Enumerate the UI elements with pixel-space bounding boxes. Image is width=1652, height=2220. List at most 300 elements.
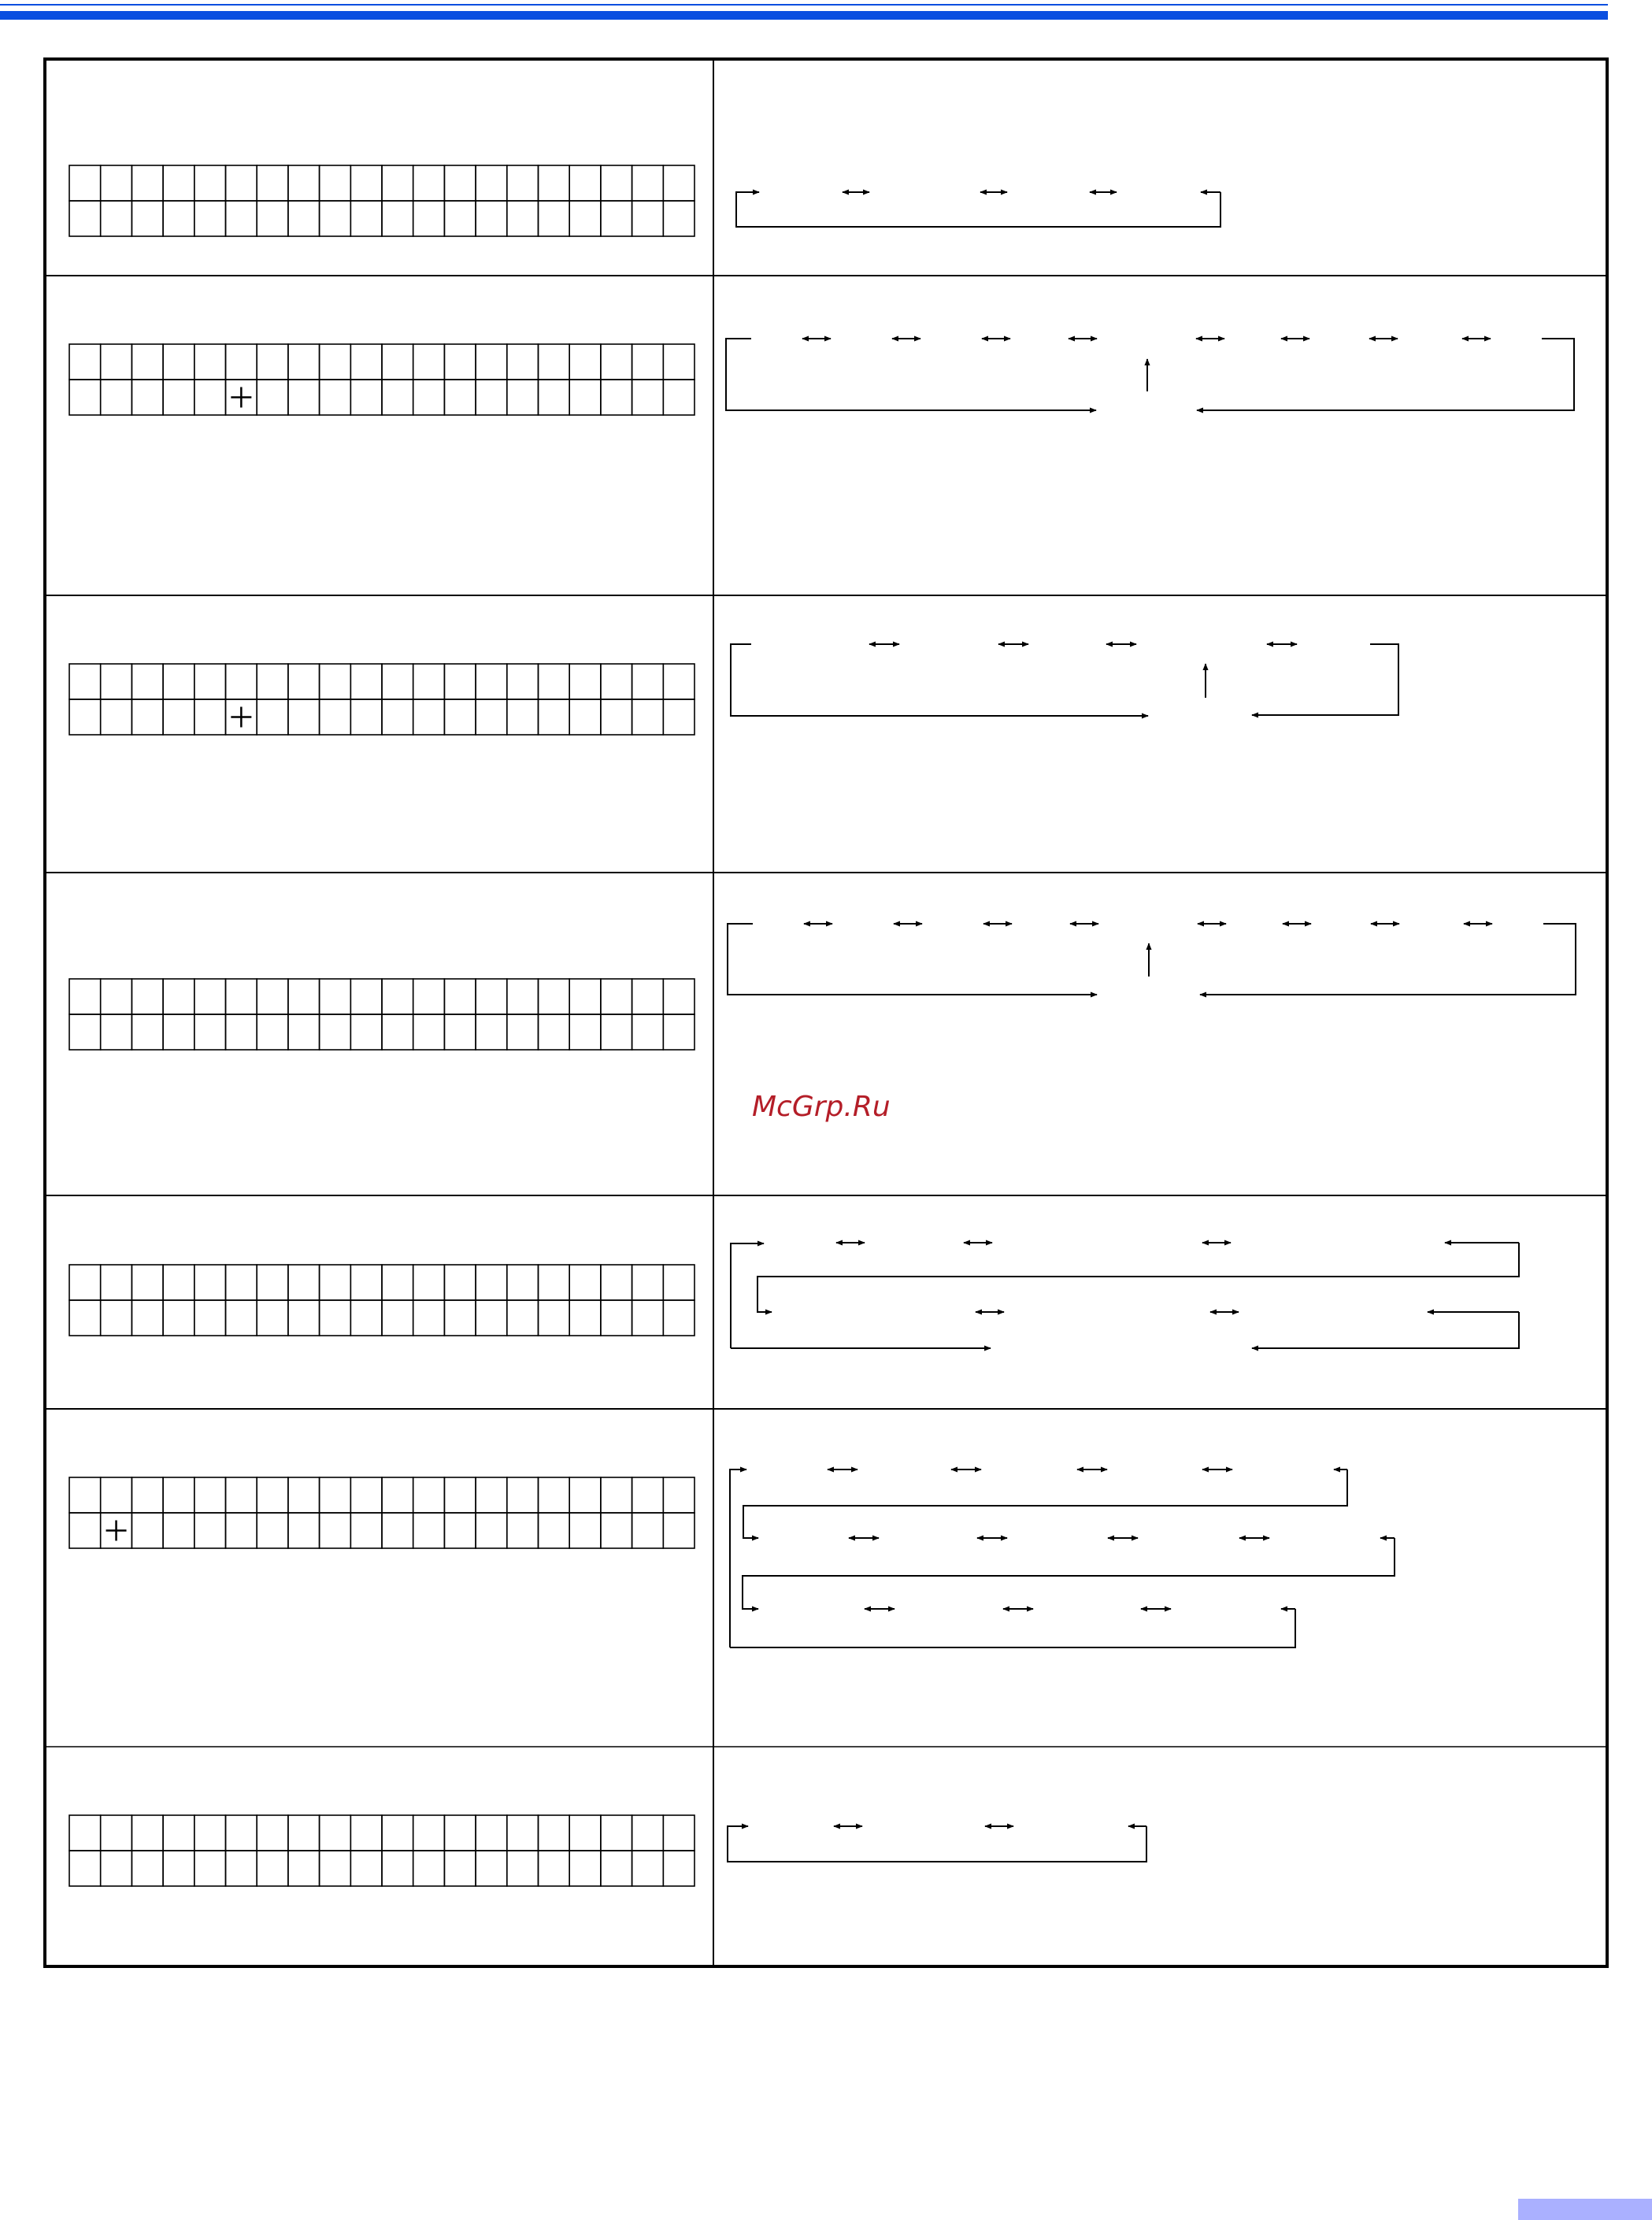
lcd-cell [444, 664, 476, 699]
lcd-cell [444, 979, 476, 1014]
lcd-cell [69, 1851, 101, 1886]
flow-line-2 [743, 1538, 1395, 1609]
lcd-cell [663, 201, 695, 236]
lcd-display-grid [69, 344, 695, 415]
lcd-cell [413, 1477, 445, 1513]
lcd-cell [288, 1477, 320, 1513]
lcd-cell [539, 1300, 570, 1336]
lcd-cell [350, 1300, 382, 1336]
lcd-cell [539, 664, 570, 699]
lcd-cell [131, 380, 163, 415]
lcd-cell [101, 1815, 132, 1851]
lcd-cell [350, 344, 382, 380]
lcd-cell [163, 664, 194, 699]
flow-line-2 [1252, 1312, 1519, 1348]
lcd-cell [382, 664, 413, 699]
lcd-cell [194, 1851, 226, 1886]
lcd-cell [163, 380, 194, 415]
lcd-cell [476, 344, 507, 380]
lcd-cell [288, 1300, 320, 1336]
lcd-cell [382, 165, 413, 201]
lcd-cell [444, 165, 476, 201]
lcd-cell [507, 380, 539, 415]
lcd-cell [539, 201, 570, 236]
lcd-cell [569, 979, 601, 1014]
lcd-cell [257, 344, 288, 380]
lcd-cell [507, 1265, 539, 1300]
lcd-cell [632, 1265, 664, 1300]
lcd-cell [163, 1815, 194, 1851]
cursor-plus-icon [231, 387, 251, 408]
flow-start [730, 1469, 746, 1647]
lcd-cell [413, 165, 445, 201]
lcd-cell [288, 1014, 320, 1050]
lcd-cell [632, 1815, 664, 1851]
lcd-cell [507, 979, 539, 1014]
lcd-cell [350, 1513, 382, 1548]
lcd-cell [226, 344, 257, 380]
lcd-cell [476, 1477, 507, 1513]
lcd-cell [601, 165, 632, 201]
lcd-cell [320, 1477, 351, 1513]
lcd-cell [413, 1265, 445, 1300]
lcd-cell [663, 344, 695, 380]
flow-loop [728, 1826, 1146, 1862]
lcd-cell [539, 165, 570, 201]
lcd-cell [257, 664, 288, 699]
flow-diagram-3 [731, 644, 1398, 716]
lcd-cell [632, 201, 664, 236]
lcd-cell [382, 1513, 413, 1548]
lcd-cell [257, 979, 288, 1014]
lcd-cell [163, 1851, 194, 1886]
lcd-cell [226, 1815, 257, 1851]
lcd-cell [69, 664, 101, 699]
lcd-cell [131, 165, 163, 201]
lcd-cell [131, 699, 163, 735]
lcd-cell [131, 344, 163, 380]
flow-loop-left [726, 339, 1096, 410]
lcd-cell [539, 1815, 570, 1851]
lcd-cell [444, 1513, 476, 1548]
lcd-cell [663, 699, 695, 735]
lcd-cell [194, 380, 226, 415]
lcd-cell [507, 201, 539, 236]
lcd-cell [101, 1300, 132, 1336]
lcd-cell [444, 380, 476, 415]
lcd-cell [163, 979, 194, 1014]
table-frame [45, 59, 1607, 1966]
lcd-cell [350, 699, 382, 735]
lcd-cell [194, 1513, 226, 1548]
lcd-cell [507, 344, 539, 380]
lcd-cell [163, 1014, 194, 1050]
lcd-cell [194, 1815, 226, 1851]
lcd-cell [444, 1014, 476, 1050]
lcd-cell [257, 699, 288, 735]
lcd-cell [601, 1300, 632, 1336]
lcd-cell [69, 1265, 101, 1300]
cursor-plus-icon [106, 1521, 127, 1541]
lcd-cell [226, 664, 257, 699]
lcd-display-grid [69, 664, 695, 735]
lcd-cell [507, 165, 539, 201]
lcd-cell [539, 1265, 570, 1300]
lcd-cell [569, 1300, 601, 1336]
lcd-cell [539, 344, 570, 380]
lcd-cell [131, 979, 163, 1014]
lcd-cell [288, 201, 320, 236]
lcd-cell [69, 1513, 101, 1548]
lcd-cell [101, 664, 132, 699]
lcd-cell [69, 165, 101, 201]
lcd-cell [163, 1265, 194, 1300]
lcd-cell [194, 979, 226, 1014]
lcd-cell [257, 1477, 288, 1513]
lcd-cell [632, 344, 664, 380]
lcd-cell [69, 380, 101, 415]
lcd-cell [413, 201, 445, 236]
lcd-cell [382, 201, 413, 236]
lcd-cell [476, 165, 507, 201]
lcd-display-grid [69, 1265, 695, 1336]
lcd-cell [569, 699, 601, 735]
lcd-cell [226, 979, 257, 1014]
flow-line-1 [743, 1469, 1347, 1538]
flow-line-3 [730, 1609, 1295, 1647]
lcd-cell [320, 1014, 351, 1050]
lcd-cell [382, 699, 413, 735]
lcd-cell [320, 201, 351, 236]
lcd-cell [69, 699, 101, 735]
lcd-display-grid [69, 165, 695, 236]
lcd-cell [69, 1014, 101, 1050]
lcd-cell [320, 1300, 351, 1336]
lcd-cell [569, 1815, 601, 1851]
lcd-cell [663, 1014, 695, 1050]
flow-diagram-7 [728, 1826, 1146, 1862]
page-tab [1518, 2199, 1652, 2220]
lcd-cell [288, 1815, 320, 1851]
lcd-cell [194, 1300, 226, 1336]
lcd-cell [350, 664, 382, 699]
lcd-cell [350, 201, 382, 236]
lcd-cell [476, 1513, 507, 1548]
lcd-cell [507, 699, 539, 735]
lcd-cell [257, 1815, 288, 1851]
lcd-cell [226, 1265, 257, 1300]
lcd-cell [382, 1851, 413, 1886]
lcd-cell [131, 1265, 163, 1300]
flow-loop-right [1197, 339, 1574, 410]
lcd-cell [413, 1815, 445, 1851]
lcd-cell [507, 1851, 539, 1886]
lcd-cell [69, 1815, 101, 1851]
lcd-cell [476, 1265, 507, 1300]
lcd-cell [320, 165, 351, 201]
lcd-cell [350, 380, 382, 415]
flow-loop-right [1252, 644, 1398, 715]
lcd-cell [131, 1300, 163, 1336]
lcd-cell [320, 979, 351, 1014]
lcd-cell [413, 1851, 445, 1886]
lcd-cell [131, 1815, 163, 1851]
lcd-cell [288, 1513, 320, 1548]
lcd-cell [131, 201, 163, 236]
lcd-cell [226, 1477, 257, 1513]
lcd-cell [663, 1265, 695, 1300]
lcd-cell [131, 1851, 163, 1886]
lcd-cell [539, 380, 570, 415]
lcd-cell [663, 1815, 695, 1851]
lcd-cell [507, 1014, 539, 1050]
lcd-cell [663, 664, 695, 699]
lcd-cell [257, 380, 288, 415]
lcd-cell [226, 165, 257, 201]
lcd-cell [350, 979, 382, 1014]
lcd-cell [507, 1477, 539, 1513]
lcd-cell [601, 201, 632, 236]
lcd-cell [131, 664, 163, 699]
lcd-cell [507, 1513, 539, 1548]
lcd-cell [601, 1477, 632, 1513]
lcd-cell [413, 1513, 445, 1548]
lcd-cell [476, 699, 507, 735]
lcd-cell [101, 344, 132, 380]
lcd-cell [569, 201, 601, 236]
lcd-cell [69, 201, 101, 236]
lcd-cell [194, 344, 226, 380]
lcd-cell [663, 1300, 695, 1336]
lcd-cell [69, 344, 101, 380]
lcd-cell [382, 1300, 413, 1336]
lcd-cell [101, 1014, 132, 1050]
lcd-cell [444, 1265, 476, 1300]
lcd-cell [131, 1014, 163, 1050]
lcd-cell [507, 664, 539, 699]
lcd-cell [632, 664, 664, 699]
lcd-cell [444, 1477, 476, 1513]
lcd-cell [288, 1265, 320, 1300]
lcd-cell [194, 201, 226, 236]
flow-loop-left [728, 924, 1097, 995]
lcd-cell [69, 979, 101, 1014]
lcd-cell [320, 344, 351, 380]
lcd-cell [194, 1477, 226, 1513]
lcd-cell [257, 201, 288, 236]
lcd-cell [444, 1815, 476, 1851]
lcd-cell [476, 201, 507, 236]
lcd-cell [601, 699, 632, 735]
lcd-cell [288, 344, 320, 380]
lcd-cell [413, 699, 445, 735]
lcd-cell [601, 1815, 632, 1851]
lcd-cell [350, 1265, 382, 1300]
lcd-cell [194, 664, 226, 699]
lcd-cell [194, 165, 226, 201]
lcd-cell [663, 380, 695, 415]
lcd-cell [320, 1815, 351, 1851]
lcd-cell [569, 165, 601, 201]
lcd-cell [288, 165, 320, 201]
lcd-cell [382, 1815, 413, 1851]
lcd-cell [257, 1265, 288, 1300]
lcd-cell [539, 979, 570, 1014]
lcd-cell [350, 1477, 382, 1513]
lcd-cell [601, 1014, 632, 1050]
lcd-cell [131, 1513, 163, 1548]
lcd-cell [320, 380, 351, 415]
flow-loop-left [731, 644, 1148, 716]
lcd-cell [101, 1477, 132, 1513]
lcd-cell [663, 1851, 695, 1886]
lcd-cell [163, 165, 194, 201]
flow-start [731, 1243, 764, 1348]
lcd-cell [569, 1265, 601, 1300]
flow-diagram-2 [726, 339, 1574, 410]
lcd-cell [601, 979, 632, 1014]
lcd-cell [476, 1851, 507, 1886]
lcd-cell [632, 699, 664, 735]
lcd-cell [539, 1477, 570, 1513]
lcd-cell [569, 1014, 601, 1050]
lcd-cell [632, 1851, 664, 1886]
lcd-cell [194, 1014, 226, 1050]
lcd-cell [632, 1477, 664, 1513]
lcd-cell [382, 1014, 413, 1050]
lcd-cell [320, 1265, 351, 1300]
lcd-cell [382, 344, 413, 380]
lcd-cell [476, 1014, 507, 1050]
lcd-cell [350, 1014, 382, 1050]
lcd-cell [101, 380, 132, 415]
lcd-cell [539, 1014, 570, 1050]
lcd-cell [601, 380, 632, 415]
lcd-cell [320, 1851, 351, 1886]
lcd-cell [194, 699, 226, 735]
lcd-cell [476, 380, 507, 415]
lcd-cell [444, 1851, 476, 1886]
flow-diagram-1 [736, 192, 1220, 227]
lcd-cell [601, 1851, 632, 1886]
lcd-cell [413, 1300, 445, 1336]
lcd-cell [69, 1300, 101, 1336]
lcd-cell [444, 699, 476, 735]
lcd-cell [69, 1477, 101, 1513]
lcd-cell [101, 1265, 132, 1300]
lcd-cell [663, 1513, 695, 1548]
lcd-cell [226, 201, 257, 236]
lcd-cell [288, 380, 320, 415]
lcd-cell [382, 1265, 413, 1300]
lcd-cell [539, 1851, 570, 1886]
lcd-cell [288, 664, 320, 699]
lcd-cell [257, 1014, 288, 1050]
lcd-cell [663, 979, 695, 1014]
lcd-cell [320, 699, 351, 735]
lcd-cell [413, 344, 445, 380]
lcd-cell [350, 165, 382, 201]
lcd-cell [632, 165, 664, 201]
lcd-cell [101, 1851, 132, 1886]
lcd-cell [320, 664, 351, 699]
lcd-cell [444, 201, 476, 236]
lcd-cell [601, 344, 632, 380]
lcd-cell [413, 380, 445, 415]
lcd-cell [601, 1513, 632, 1548]
lcd-cell [257, 1513, 288, 1548]
lcd-cell [163, 201, 194, 236]
lcd-cell [413, 664, 445, 699]
lcd-cell [569, 380, 601, 415]
cursor-plus-icon [231, 707, 251, 728]
lcd-cell [163, 1477, 194, 1513]
lcd-display-grid [69, 1477, 695, 1548]
lcd-cell [288, 699, 320, 735]
lcd-cell [601, 1265, 632, 1300]
watermark: McGrp.Ru [752, 1091, 891, 1123]
lcd-cell [569, 664, 601, 699]
lcd-cell [507, 1815, 539, 1851]
lcd-cell [601, 664, 632, 699]
lcd-cell [226, 1851, 257, 1886]
flow-loop-right [1200, 924, 1576, 995]
lcd-cell [632, 1300, 664, 1336]
lcd-cell [194, 1265, 226, 1300]
lcd-cell [476, 664, 507, 699]
lcd-cell [350, 1851, 382, 1886]
lcd-cell [663, 165, 695, 201]
lcd-cell [632, 1014, 664, 1050]
flow-line-1 [757, 1243, 1519, 1312]
lcd-cell [444, 344, 476, 380]
lcd-display-grid [69, 1815, 695, 1886]
lcd-cell [632, 380, 664, 415]
lcd-cell [163, 1513, 194, 1548]
lcd-cell [226, 1513, 257, 1548]
flow-loop [736, 192, 1220, 227]
lcd-cell [507, 1300, 539, 1336]
lcd-cell [226, 1014, 257, 1050]
lcd-display-grid [69, 979, 695, 1050]
lcd-cell [163, 699, 194, 735]
lcd-cell [663, 1477, 695, 1513]
lcd-cell [539, 699, 570, 735]
flow-diagram-5 [731, 1243, 1519, 1348]
lcd-cell [320, 1513, 351, 1548]
lcd-cell [444, 1300, 476, 1336]
lcd-cell [476, 979, 507, 1014]
lcd-cell [382, 380, 413, 415]
lcd-cell [476, 1815, 507, 1851]
lcd-cell [226, 1300, 257, 1336]
lcd-cell [413, 1014, 445, 1050]
lcd-cell [163, 344, 194, 380]
lcd-cell [569, 344, 601, 380]
flow-diagram-6 [730, 1469, 1395, 1647]
lcd-cell [632, 979, 664, 1014]
lcd-cell [476, 1300, 507, 1336]
lcd-cell [257, 165, 288, 201]
flow-diagram-4 [728, 924, 1576, 995]
lcd-cell [163, 1300, 194, 1336]
lcd-cell [569, 1477, 601, 1513]
lcd-cell [257, 1851, 288, 1886]
lcd-cell [569, 1513, 601, 1548]
lcd-cell [288, 979, 320, 1014]
lcd-cell [101, 699, 132, 735]
lcd-cell [569, 1851, 601, 1886]
